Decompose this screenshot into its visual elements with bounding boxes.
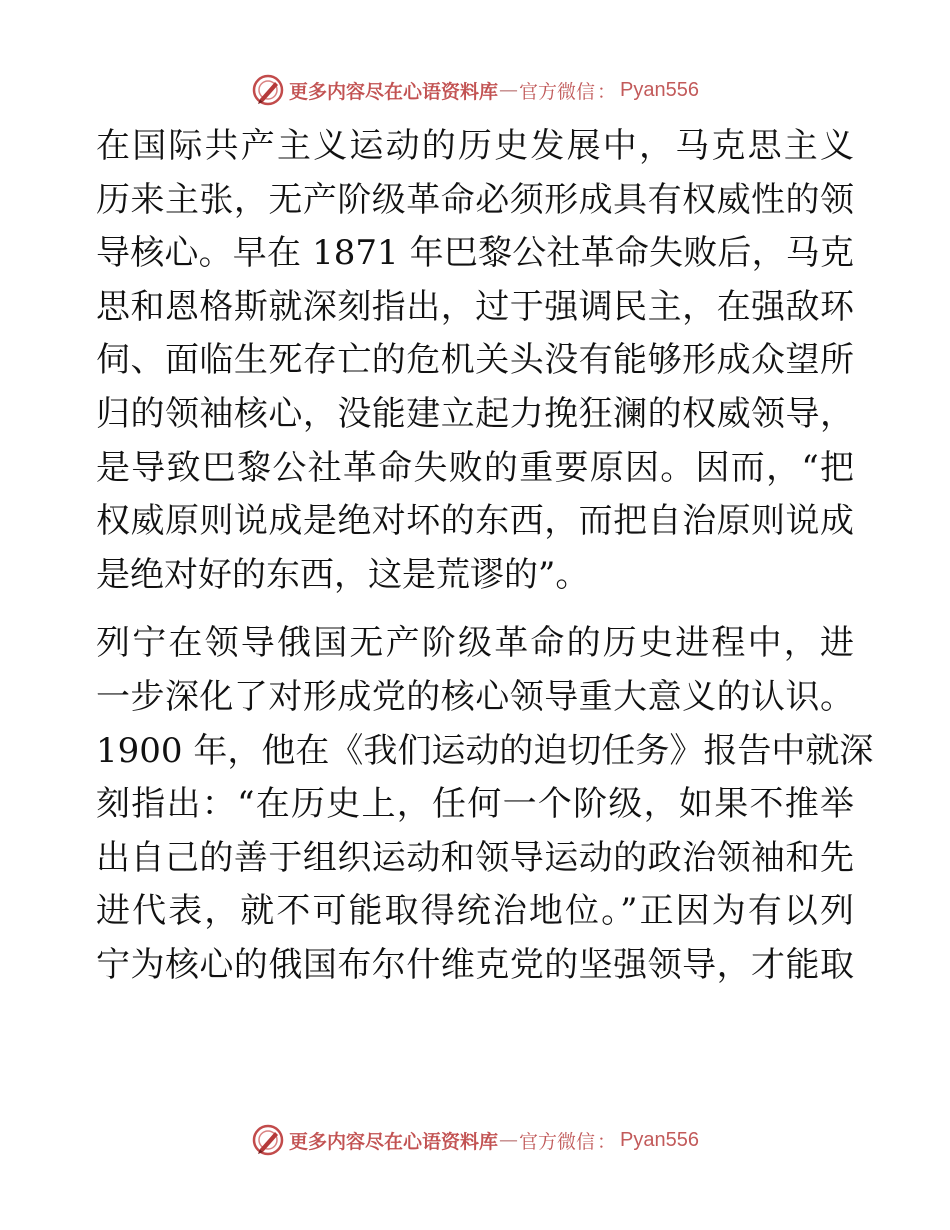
- header-wechat-label: 官方微信: [519, 80, 596, 103]
- header-watermark: [0, 70, 950, 110]
- footer-wechat-label: 官方微信: [519, 1130, 596, 1153]
- header-separator: —: [499, 79, 518, 101]
- header-brand-text: 更多内容尽在心语资料库: [288, 80, 498, 103]
- footer-wechat-id: Pyan556: [620, 1128, 699, 1151]
- footer-brand-text: 更多内容尽在心语资料库: [288, 1130, 498, 1153]
- text-line: 在国际共产主义运动的历史发展中，马克思主义: [96, 126, 854, 166]
- text-line: 宁为核心的俄国布尔什维克党的坚强领导，才能取: [96, 944, 854, 985]
- footer-separator: —: [499, 1129, 518, 1151]
- text-line: 刻指出：“在历史上，任何一个阶级，如果不推举: [96, 784, 854, 825]
- document-body: [96, 120, 874, 993]
- pen-logo-icon: [251, 1123, 285, 1157]
- header-colon: ：: [597, 80, 617, 103]
- text-line: 出自己的善于组织运动和领导运动的政治领袖和先: [96, 837, 854, 878]
- text-line: 思和恩格斯就深刻指出，过于强调民主，在强敌环: [96, 286, 854, 327]
- pen-logo-icon: [251, 73, 285, 107]
- text-line: 是导致巴黎公社革命失败的重要原因。因而，“把: [96, 447, 854, 488]
- footer-watermark: [0, 1120, 950, 1160]
- text-line: 1900 年，他在《我们运动的迫切任务》报告中就深: [96, 730, 874, 771]
- text-line: 进代表，就不可能取得统治地位。”正因为有以列: [96, 891, 854, 932]
- text-line: 权威原则说成是绝对坏的东西，而把自治原则说成: [96, 501, 854, 542]
- text-line: 列宁在领导俄国无产阶级革命的历史进程中，进: [96, 623, 854, 664]
- text-line: 一步深化了对形成党的核心领导重大意义的认识。: [96, 676, 854, 717]
- text-line: 历来主张，无产阶级革命必须形成具有权威性的领: [96, 179, 854, 220]
- text-line: 伺、面临生死存亡的危机关头没有能够形成众望所: [96, 340, 854, 381]
- paragraph-2: [96, 617, 874, 992]
- footer-colon: ：: [597, 1130, 617, 1153]
- text-line: 是绝对好的东西，这是荒谬的”。: [96, 554, 590, 595]
- text-line: 导核心。早在 1871 年巴黎公社革命失败后，马克: [96, 233, 854, 274]
- header-wechat-id: Pyan556: [620, 78, 699, 101]
- paragraph-1: [96, 120, 854, 602]
- text-line: 归的领袖核心，没能建立起力挽狂澜的权威领导，: [96, 393, 854, 434]
